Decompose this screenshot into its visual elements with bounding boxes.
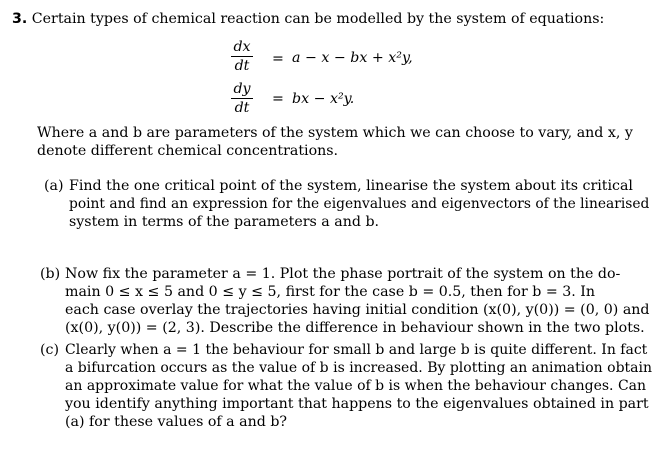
question-intro: Certain types of chemical reaction can be modelled by the system of equations: <box>31 11 605 27</box>
equation-2-fraction <box>229 80 255 117</box>
equation-1-fraction <box>229 38 255 75</box>
equation-1-rhs: a − x − bx + x²y, <box>292 50 413 66</box>
part-c-line-4: you identify anything important that happens to the eigenvalues obtained in part <box>65 396 649 412</box>
equation-2-equals: = <box>272 91 284 107</box>
question-number: 3. <box>12 11 28 27</box>
part-c-line-2: a bifurcation occurs as the value of b is increased. By plotting an animation obtain <box>65 360 652 376</box>
equation-1-denominator: dt <box>234 58 250 74</box>
part-b-line-2: main 0 ≤ x ≤ 5 and 0 ≤ y ≤ 5, first for the case b = 0.5, then for b = 3. In <box>65 284 596 300</box>
part-b-line-4: (x(0), y(0)) = (2, 3). Describe the difference in behaviour shown in the two plots. <box>65 320 645 336</box>
description-line-1: Where a and b are parameters of the system which we can choose to vary, and x, y <box>37 125 633 141</box>
description-line-2: denote different chemical concentrations. <box>37 143 339 159</box>
part-b-line-3: each case overlay the trajectories having initial condition (x(0), y(0)) = (0, 0) and <box>65 302 650 318</box>
part-c-line-3: an approximate value for what the value of b is when the behaviour changes. Can <box>65 378 647 394</box>
part-a-line-1: Find the one critical point of the system, linearise the system about its critical <box>69 178 633 194</box>
part-c-line-1: Clearly when a = 1 the behaviour for small b and large b is quite different. In fact <box>65 342 648 358</box>
part-a-label: (a) <box>44 178 64 194</box>
part-b-line-1: Now fix the parameter a = 1. Plot the phase portrait of the system on the do- <box>65 266 621 282</box>
equation-2-rhs: bx − x²y. <box>292 91 355 107</box>
part-a-line-3: system in terms of the parameters a and b. <box>69 214 380 230</box>
equation-2-numerator: dy <box>233 81 251 97</box>
part-c-label: (c) <box>40 342 60 358</box>
equation-1-equals: = <box>272 51 284 67</box>
equation-2-denominator: dt <box>234 100 250 116</box>
part-a-line-2: point and find an expression for the eigenvalues and eigenvectors of the linearised <box>69 196 650 212</box>
equation-1-numerator: dx <box>233 39 251 55</box>
question-header <box>12 10 604 28</box>
part-c-line-5: (a) for these values of a and b? <box>65 414 288 430</box>
part-b-label: (b) <box>40 266 61 282</box>
